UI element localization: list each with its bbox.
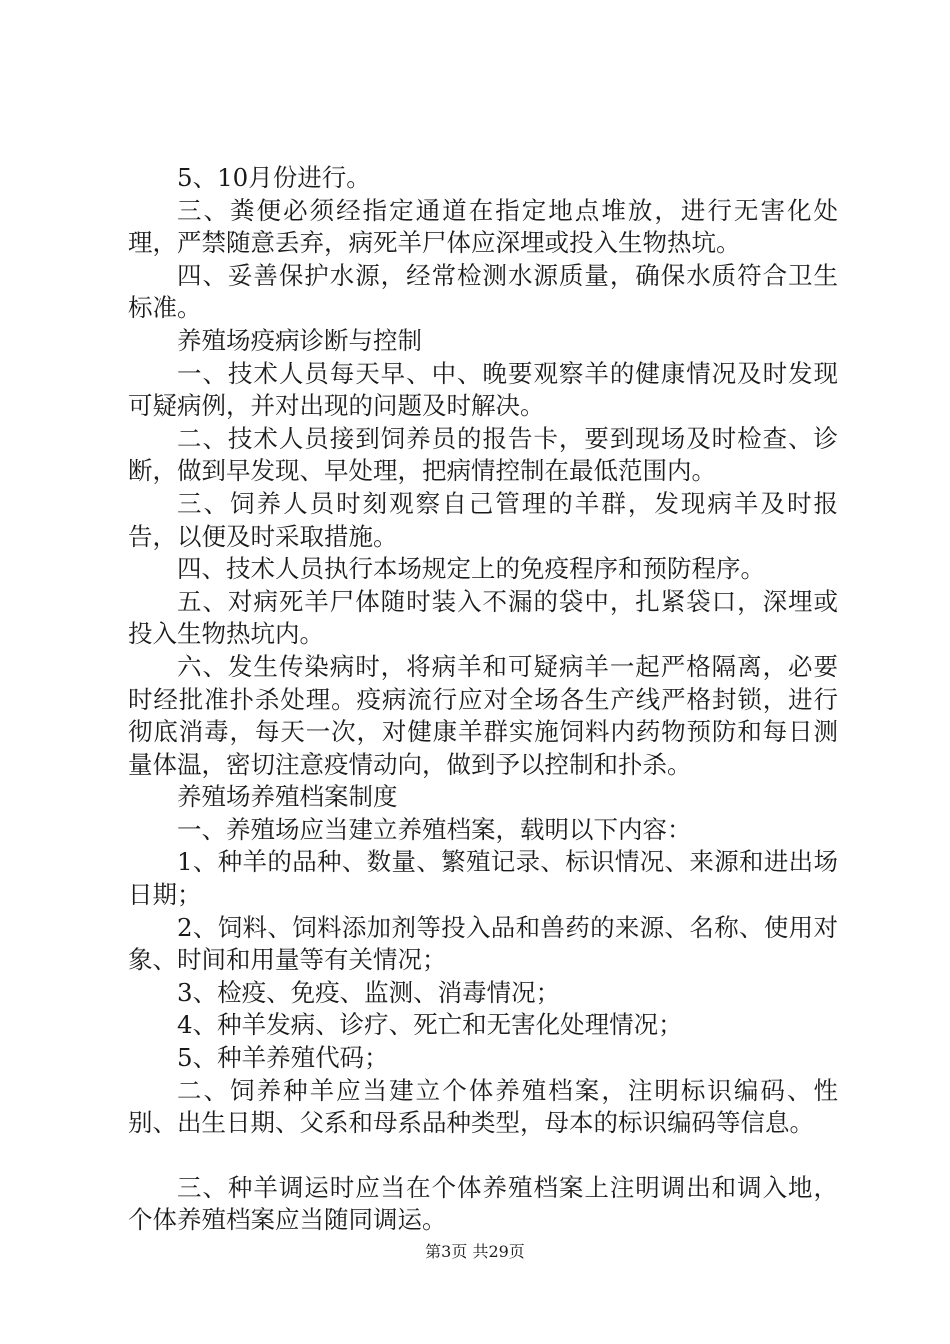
document-body	[128, 162, 838, 1237]
list-item: 3、检疫、免疫、监测、消毒情况；	[177, 977, 561, 1007]
list-item: 4、种羊发病、诊疗、死亡和无害化处理情况；	[177, 1010, 683, 1040]
list-item: 1、种羊的品种、数量、繁殖记录、标识情况、来源和进出场日期；	[128, 847, 838, 910]
list-item: 2、饲料、饲料添加剂等投入品和兽药的来源、名称、使用对象、时间和用量等有关情况；	[128, 912, 838, 975]
paragraph: 三、种羊调运时应当在个体养殖档案上注明调出和调入地，个体养殖档案应当随同调运。	[128, 1172, 838, 1235]
paragraph: 5、10月份进行。	[177, 163, 371, 192]
paragraph: 四、技术人员执行本场规定上的免疫程序和预防程序。	[177, 554, 765, 584]
paragraph: 三、粪便必须经指定通道在指定地点堆放，进行无害化处理，严禁随意丢弃，病死羊尸体应深埋或投入生物热坑。	[128, 195, 838, 258]
list-item: 5、种羊养殖代码；	[177, 1043, 389, 1073]
paragraph: 四、妥善保护水源，经常检测水源质量，确保水质符合卫生标准。	[128, 260, 838, 323]
paragraph: 六、发生传染病时，将病羊和可疑病羊一起严格隔离，必要时经批准扑杀处理。疫病流行应对全场各生产线严格封锁，进行彻底消毒，每天一次，对健康羊群实施饲料内药物预防和每日测量体温，密切注意疫情动向，做到予以控制和扑杀。	[128, 651, 838, 779]
paragraph: 二、饲养种羊应当建立个体养殖档案，注明标识编码、性别、出生日期、父系和母系品种类型，母本的标识编码等信息。	[128, 1075, 838, 1138]
section-heading: 养殖场养殖档案制度	[177, 782, 398, 812]
paragraph: 一、养殖场应当建立养殖档案，载明以下内容：	[177, 814, 692, 844]
paragraph: 五、对病死羊尸体随时装入不漏的袋中，扎紧袋口，深埋或投入生物热坑内。	[128, 586, 838, 649]
section-heading: 养殖场疫病诊断与控制	[177, 325, 422, 355]
paragraph: 二、技术人员接到饲养员的报告卡，要到现场及时检查、诊断，做到早发现、早处理，把病情控制在最低范围内。	[128, 423, 838, 486]
page-number-footer: 第3页 共29页	[425, 1242, 525, 1261]
paragraph: 三、饲养人员时刻观察自己管理的羊群，发现病羊及时报告，以便及时采取措施。	[128, 488, 838, 551]
paragraph: 一、技术人员每天早、中、晚要观察羊的健康情况及时发现可疑病例，并对出现的问题及时解决。	[128, 358, 838, 421]
